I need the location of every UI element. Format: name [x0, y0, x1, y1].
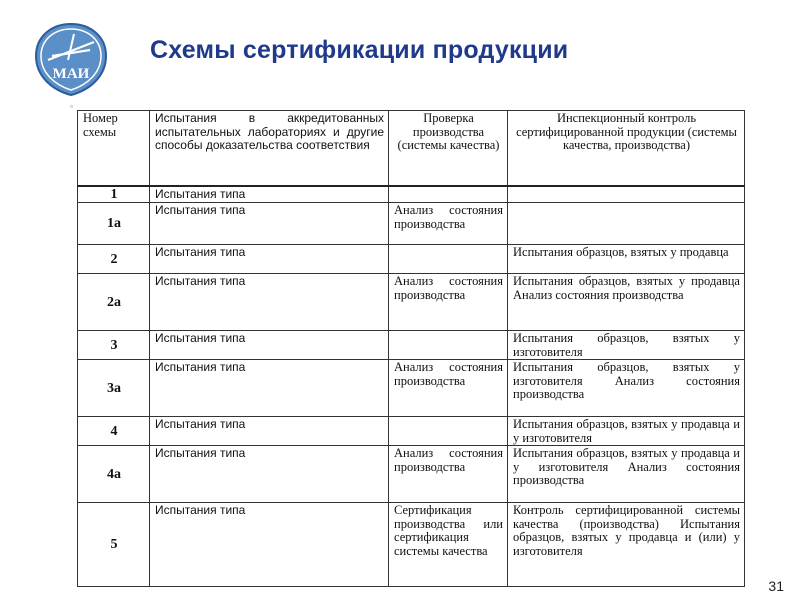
production-cell [389, 186, 508, 203]
testing-cell: Испытания типа [150, 360, 389, 417]
table-row [78, 360, 745, 417]
inspection-cell: Контроль сертифицированной системы качества (производства) Испытания образцов, взятых у продавца и (или) у изготовителя [508, 503, 745, 587]
scheme-number: 1 [78, 186, 150, 203]
scheme-number: 1а [78, 203, 150, 245]
corner-mark: ▫ [70, 102, 73, 111]
scheme-number: 2 [78, 245, 150, 274]
testing-cell: Испытания типа [150, 417, 389, 446]
inspection-cell [508, 203, 745, 245]
table-row [78, 274, 745, 331]
mai-logo [30, 20, 112, 98]
production-cell [389, 245, 508, 274]
table-row [78, 186, 745, 203]
table-row [78, 203, 745, 245]
inspection-cell: Испытания образцов, взятых у продавца Анализ состояния производства [508, 274, 745, 331]
testing-cell: Испытания типа [150, 274, 389, 331]
inspection-cell: Испытания образцов, взятых у продавца и у изготовителя [508, 417, 745, 446]
scheme-number: 5 [78, 503, 150, 587]
inspection-cell: Испытания образцов, взятых у изготовителя [508, 331, 745, 360]
table-header-row [78, 111, 745, 186]
table-row [78, 446, 745, 503]
scheme-number: 3 [78, 331, 150, 360]
table-row [78, 331, 745, 360]
testing-cell: Испытания типа [150, 203, 389, 245]
logo-text: МАИ [52, 66, 90, 82]
header-production-check: Проверка производства (системы качества) [389, 111, 508, 186]
testing-cell: Испытания типа [150, 446, 389, 503]
slide-title: Схемы сертификации продукции [150, 36, 569, 64]
page-number: 31 [768, 578, 784, 594]
inspection-cell [508, 186, 745, 203]
testing-cell: Испытания типа [150, 503, 389, 587]
testing-cell: Испытания типа [150, 186, 389, 203]
inspection-cell: Испытания образцов, взятых у продавца и у изготовителя Анализ состояния производства [508, 446, 745, 503]
production-cell: Сертификация производства или сертификация системы качества [389, 503, 508, 587]
certification-table-container [77, 110, 744, 586]
production-cell: Анализ состояния производства [389, 274, 508, 331]
production-cell: Анализ состояния производства [389, 203, 508, 245]
scheme-number: 3а [78, 360, 150, 417]
header-scheme-number: Номер схемы [78, 111, 150, 186]
table-row [78, 245, 745, 274]
inspection-cell: Испытания образцов, взятых у продавца [508, 245, 745, 274]
inspection-cell: Испытания образцов, взятых у изготовителя Анализ состояния производства [508, 360, 745, 417]
scheme-number: 4 [78, 417, 150, 446]
scheme-number: 4а [78, 446, 150, 503]
scheme-number: 2а [78, 274, 150, 331]
table-row [78, 417, 745, 446]
production-cell [389, 331, 508, 360]
testing-cell: Испытания типа [150, 331, 389, 360]
header-testing: Испытания в аккредитованных испытательных лабораториях и другие способы доказательства соответствия [150, 111, 389, 186]
production-cell [389, 417, 508, 446]
testing-cell: Испытания типа [150, 245, 389, 274]
table-row [78, 503, 745, 587]
production-cell: Анализ состояния производства [389, 360, 508, 417]
header-inspection-control: Инспекционный контроль сертифицированной продукции (системы качества, производства) [508, 111, 745, 186]
production-cell: Анализ состояния производства [389, 446, 508, 503]
certification-schemes-table [77, 110, 745, 587]
